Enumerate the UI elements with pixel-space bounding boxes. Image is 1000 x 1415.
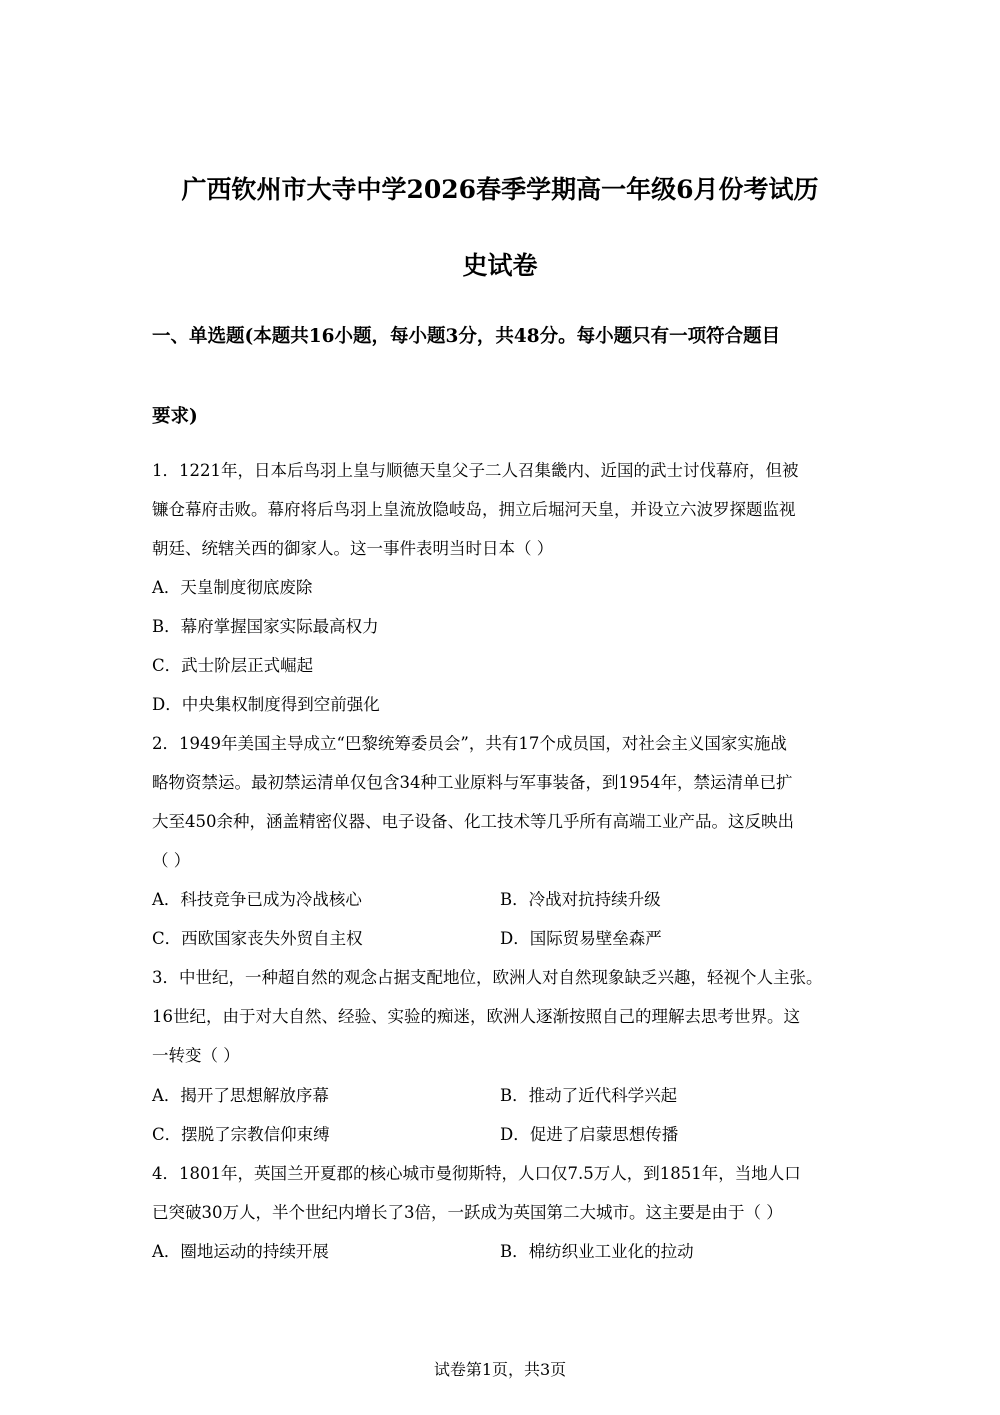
question-2-option-c: C．西欧国家丧失外贸自主权 <box>152 929 363 948</box>
question-1-stem-line-2: 镰仓幕府击败。幕府将后鸟羽上皇流放隐岐岛，拥立后堀河天皇，并设立六波罗探题监视 <box>152 500 796 519</box>
question-3-option-c: C．摆脱了宗教信仰束缚 <box>152 1125 330 1144</box>
section-heading-line-1: 一、单选题(本题共16小题，每小题3分，共48分。每小题只有一项符合题目 <box>152 326 781 347</box>
question-2-stem-line-1: 2．1949年美国主导成立“巴黎统筹委员会”，共有17个成员国，对社会主义国家实施战 <box>152 734 787 753</box>
exam-title-line-2: 史试卷 <box>462 251 538 280</box>
question-3-stem-line-1: 3．中世纪，一种超自然的观念占据支配地位，欧洲人对自然现象缺乏兴趣，轻视个人主张。 <box>152 968 823 987</box>
question-2-stem-line-2: 略物资禁运。最初禁运清单仅包含34种工业原料与军事装备，到1954年，禁运清单已扩 <box>152 773 793 792</box>
question-1-stem-line-3: 朝廷、统辖关西的御家人。这一事件表明当时日本（ ） <box>152 539 554 558</box>
question-3-stem-line-3: 一转变（ ） <box>152 1046 240 1065</box>
question-3-option-a: A．揭开了思想解放序幕 <box>152 1086 329 1105</box>
question-1-option-c: C．武士阶层正式崛起 <box>152 656 314 675</box>
question-4-option-a: A．圈地运动的持续开展 <box>152 1242 329 1261</box>
question-1-option-a: A．天皇制度彻底废除 <box>152 578 313 597</box>
question-2-option-b: B．冷战对抗持续升级 <box>500 890 661 909</box>
question-3-option-d: D．促进了启蒙思想传播 <box>500 1125 679 1144</box>
exam-title-line-1: 广西钦州市大寺中学2026春季学期高一年级6月份考试历 <box>181 175 819 204</box>
question-1-option-d: D．中央集权制度得到空前强化 <box>152 695 380 714</box>
question-3-stem-line-2: 16世纪，由于对大自然、经验、实验的痴迷，欧洲人逐渐按照自己的理解去思考世界。这 <box>152 1007 800 1026</box>
question-3-option-b: B．推动了近代科学兴起 <box>500 1086 678 1105</box>
question-2-stem-line-3: 大至450余种，涵盖精密仪器、电子设备、化工技术等几乎所有高端工业产品。这反映出 <box>152 812 794 831</box>
page-footer: 试卷第1页，共3页 <box>433 1360 567 1379</box>
question-1-option-b: B．幕府掌握国家实际最高权力 <box>152 617 379 636</box>
question-4-option-b: B．棉纺织业工业化的拉动 <box>500 1242 694 1261</box>
section-heading-line-2: 要求) <box>152 406 198 427</box>
question-4-stem-line-2: 已突破30万人，半个世纪内增长了3倍，一跃成为英国第二大城市。这主要是由于（ ） <box>152 1203 783 1222</box>
question-2-option-a: A．科技竞争已成为冷战核心 <box>152 890 362 909</box>
question-2-option-d: D．国际贸易壁垒森严 <box>500 929 662 948</box>
question-4-stem-line-1: 4．1801年，英国兰开夏郡的核心城市曼彻斯特，人口仅7.5万人，到1851年，当地人口 <box>152 1164 801 1183</box>
question-1-stem-line-1: 1．1221年，日本后鸟羽上皇与顺德天皇父子二人召集畿内、近国的武士讨伐幕府，但被 <box>152 461 799 480</box>
question-2-stem-line-4: （ ） <box>152 851 191 870</box>
